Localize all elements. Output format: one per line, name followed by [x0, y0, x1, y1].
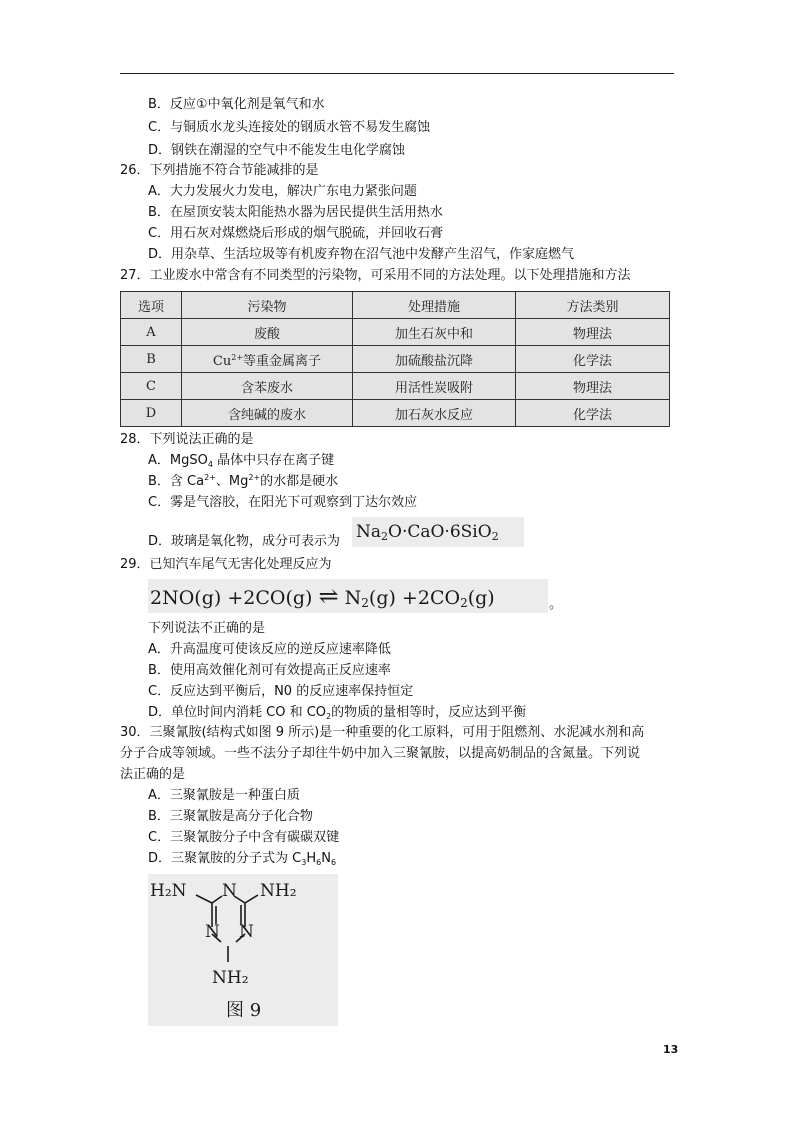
text: O·CaO·6SiO: [388, 522, 492, 542]
subscript: 2: [491, 530, 499, 543]
cell-method: 物理法: [516, 319, 670, 346]
header-pollutant: 污染物: [182, 292, 353, 319]
cell-option: C: [121, 373, 182, 400]
text: (g): [467, 587, 495, 609]
q26-option-a: A．大力发展火力发电，解决广东电力紧张问题: [148, 184, 417, 199]
pollutant-text: Cu: [212, 353, 232, 369]
header-measure: 处理措施: [353, 292, 516, 319]
q29-option-d: [148, 704, 526, 723]
text: Na: [356, 522, 382, 542]
figure-caption: 图 9: [226, 1000, 262, 1021]
cell-measure: 加石灰水反应: [353, 400, 516, 427]
text: A．MgSO: [148, 453, 208, 468]
subscript: 6: [330, 858, 337, 867]
subscript: 4: [207, 460, 213, 469]
page-number: 13: [663, 1043, 679, 1056]
q28-stem: 28．下列说法正确的是: [120, 432, 254, 447]
cell-pollutant: [182, 346, 353, 373]
q25-option-c: C．与铜质水龙头连接处的钢质水管不易发生腐蚀: [148, 120, 431, 135]
reaction-equation-image: [148, 579, 548, 613]
text: N: [344, 587, 362, 609]
q30-option-b: B．三聚氰胺是高分子化合物: [148, 809, 313, 824]
amine-left-label: H₂N: [150, 881, 187, 901]
q29-period: 。: [549, 597, 563, 612]
amine-right-label: NH₂: [260, 881, 297, 901]
subscript: 2: [361, 596, 369, 610]
melamine-structure-figure: [148, 874, 338, 1026]
text: (g) +2CO: [368, 587, 461, 609]
subscript: 2: [326, 712, 332, 721]
text: H: [306, 851, 317, 866]
text: B．含 Ca: [148, 474, 205, 489]
pollutant-text: 含苯废水: [240, 380, 293, 396]
header-option: 选项: [121, 292, 182, 319]
table-row: [121, 319, 670, 346]
q25-option-d: D．钢铁在潮湿的空气中不能发生电化学腐蚀: [148, 143, 406, 158]
q30-stem-line-1: 30．三聚氰胺(结构式如图 9 所示)是一种重要的化工原料，可用于阻燃剂、水泥减水剂和高: [120, 725, 645, 740]
q26-option-c: C．用石灰对煤燃烧后形成的烟气脱硫，并回收石膏: [148, 226, 444, 241]
pollutant-text: 含纯碱的废水: [227, 407, 306, 423]
superscript: 2+: [248, 473, 261, 482]
q30-option-c: C．三聚氰胺分子中含有碳碳双键: [148, 830, 340, 845]
ring-nitrogen-right: N: [239, 922, 254, 942]
cell-pollutant: [182, 373, 353, 400]
q29-option-a: A．升高温度可使该反应的逆反应速率降低: [148, 642, 391, 657]
q28-option-a: [148, 452, 334, 471]
melamine-structure-diagram: [148, 874, 338, 1026]
text: 的物质的量相等时，反应达到平衡: [331, 705, 527, 720]
amine-bottom-label: NH₂: [212, 968, 249, 988]
table-row: [121, 373, 670, 400]
cell-pollutant: [182, 400, 353, 427]
cell-measure: 用活性炭吸附: [353, 373, 516, 400]
q30-option-a: A．三聚氰胺是一种蛋白质: [148, 788, 300, 803]
cell-option: B: [121, 346, 182, 373]
q26-option-b: B．在屋顶安装太阳能热水器为居民提供生活用热水: [148, 205, 443, 220]
table-header-row: [121, 292, 670, 319]
q29-lead: 下列说法不正确的是: [148, 621, 266, 636]
text: D．三聚氰胺的分子式为 C: [148, 851, 302, 866]
table-row: [121, 400, 670, 427]
q28-option-d: D．玻璃是氧化物，成分可表示为: [148, 534, 341, 549]
text: N: [321, 851, 331, 866]
cell-measure: 加硫酸盐沉降: [353, 346, 516, 373]
q30-stem-line-2: 分子合成等领域。一些不法分子却往牛奶中加入三聚氰胺，以提高奶制品的含氮量。下列说: [120, 746, 641, 761]
subscript: 3: [301, 858, 307, 867]
cell-pollutant: [182, 319, 353, 346]
q29-option-b: B．使用高效催化剂可有效提高正反应速率: [148, 663, 391, 678]
equilibrium-arrow-icon: ⇌: [318, 582, 339, 610]
q29-option-c: C．反应达到平衡后，N0 的反应速率保持恒定: [148, 684, 414, 699]
q27-table: [120, 291, 670, 427]
table-row: [121, 346, 670, 373]
header-method: 方法类别: [516, 292, 670, 319]
q26-option-d: D．用杂草、生活垃圾等有机废弃物在沼气池中发酵产生沼气，作家庭燃气: [148, 247, 575, 262]
subscript: 2: [460, 596, 468, 610]
cell-method: 物理法: [516, 373, 670, 400]
q29-stem: 29．已知汽车尾气无害化处理反应为: [120, 557, 332, 572]
cell-measure: 加生石灰中和: [353, 319, 516, 346]
text: 、Mg: [215, 474, 249, 489]
glass-formula-image: [352, 517, 524, 547]
q30-stem-line-3: 法正确的是: [120, 767, 186, 782]
subscript: 2: [381, 530, 389, 543]
equation-reactants: 2NO(g) +2CO(g): [150, 587, 313, 609]
q26-stem: 26．下列措施不符合节能减排的是: [120, 163, 319, 178]
q30-option-d: [148, 850, 336, 869]
q27-stem: 27．工业废水中常含有不同类型的污染物，可采用不同的方法处理。以下处理措施和方法: [120, 268, 631, 283]
pollutant-text: 废酸: [253, 326, 280, 342]
cell-method: 化学法: [516, 400, 670, 427]
cell-method: 化学法: [516, 346, 670, 373]
ring-nitrogen-top: N: [222, 881, 237, 901]
subscript: 6: [316, 858, 322, 867]
q28-option-c: C．雾是气溶胶，在阳光下可观察到丁达尔效应: [148, 495, 418, 510]
text: 的水都是硬水: [260, 474, 339, 489]
superscript: 2+: [204, 473, 216, 482]
cell-option: D: [121, 400, 182, 427]
q28-option-b: [148, 473, 338, 492]
pollutant-text-tail: 等重金属离子: [243, 353, 322, 369]
ring-nitrogen-left: N: [205, 922, 220, 942]
text: D．单位时间内消耗 CO 和 CO: [148, 705, 327, 720]
q25-option-b: B．反应①中氧化剂是氧气和水: [148, 97, 325, 112]
text: 晶体中只存在离子键: [212, 453, 335, 468]
ion-charge: 2+: [231, 352, 244, 362]
header-rule: [120, 73, 674, 74]
cell-option: A: [121, 319, 182, 346]
